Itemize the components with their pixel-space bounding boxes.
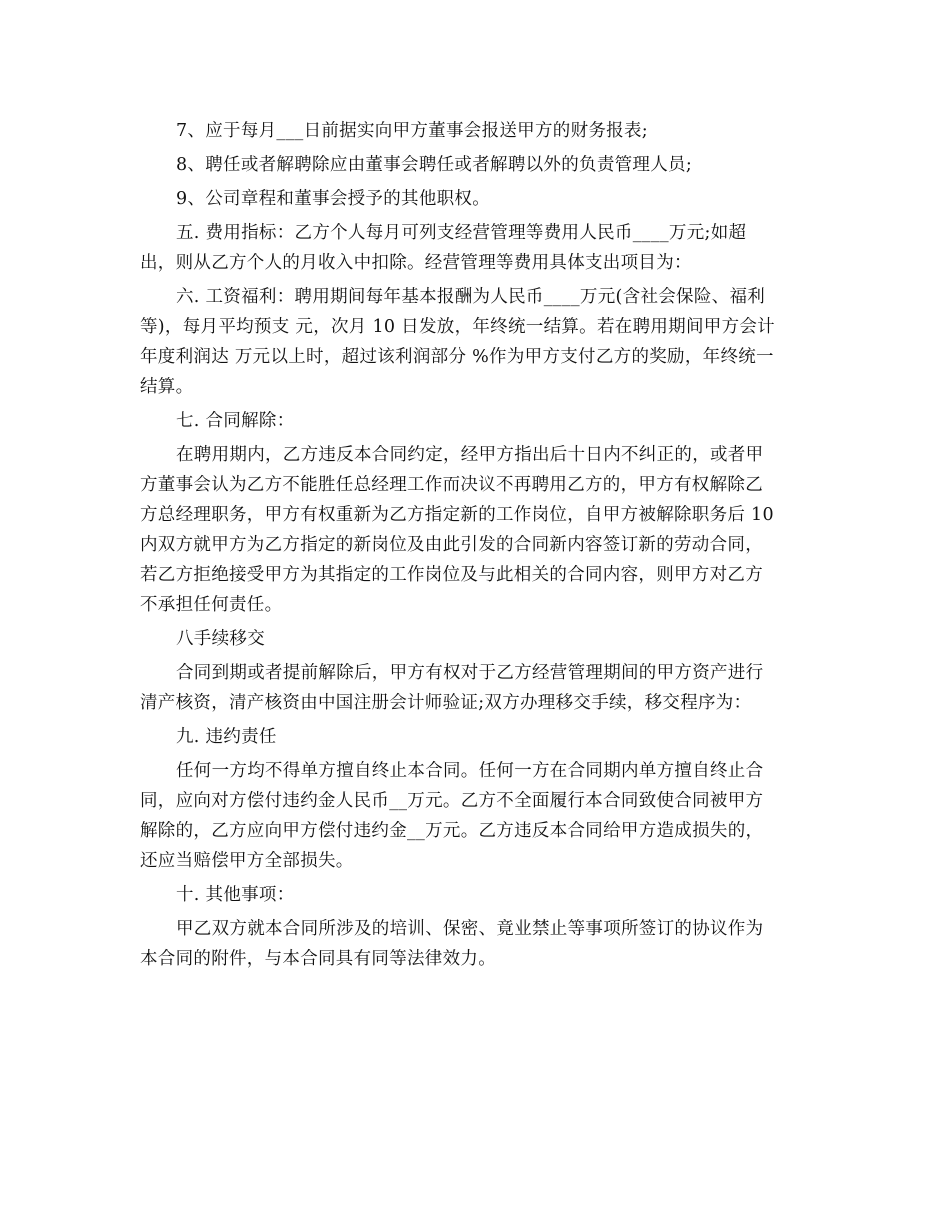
section-5-line-2: 出，则从乙方个人的月收入中扣除。经营管理等费用具体支出项目为： <box>140 253 692 273</box>
section-7-line-1: 在聘用期内，乙方违反本合同约定，经甲方指出后十日内不纠正的，或者甲 <box>176 445 764 465</box>
section-9-heading: 九. 违约责任 <box>176 727 277 747</box>
section-7-contract-termination <box>140 440 810 620</box>
section-7-line-4: 内双方就甲方为乙方指定的新岗位及由此引发的合同新内容签订新的劳动合同， <box>140 535 763 555</box>
section-9-liability <box>140 756 810 876</box>
section-5-expense-index <box>140 218 810 278</box>
section-7-heading: 七. 合同解除： <box>176 411 295 431</box>
section-5-line-1: 五. 费用指标：乙方个人每月可列支经营管理等费用人民币____万元;如超 <box>176 223 747 243</box>
section-8-line-1: 合同到期或者提前解除后，甲方有权对于乙方经营管理期间的甲方资产进行 <box>176 663 764 683</box>
section-9-line-1: 任何一方均不得单方擅自终止本合同。任何一方在合同期内单方擅自终止合 <box>176 761 764 781</box>
section-6-salary-benefits <box>140 282 810 402</box>
section-6-line-1: 六. 工资福利：聘用期间每年基本报酬为人民币____万元(含社会保险、福利 <box>176 287 766 307</box>
item-9: 9、公司章程和董事会授予的其他职权。 <box>176 189 491 209</box>
section-6-line-3: 年度利润达 万元以上时，超过该利润部分 %作为甲方支付乙方的奖励，年终统一 <box>140 347 774 367</box>
section-10-other-matters <box>140 914 810 974</box>
section-6-line-4: 结算。 <box>140 377 194 397</box>
section-7-line-3: 方总经理职务，甲方有权重新为乙方指定新的工作岗位，自甲方被解除职务后 10 <box>140 505 774 525</box>
section-9-line-3: 解除的，乙方应向甲方偿付违约金__万元。乙方违反本合同给甲方造成损失的， <box>140 821 764 841</box>
section-9-line-2: 同，应向对方偿付违约金人民币__万元。乙方不全面履行本合同致使合同被甲方 <box>140 791 764 811</box>
section-7-line-2: 方董事会认为乙方不能胜任总经理工作而决议不再聘用乙方的，甲方有权解除乙 <box>140 475 763 495</box>
document-body <box>140 116 810 978</box>
item-8: 8、聘任或者解聘除应由董事会聘任或者解聘以外的负责管理人员; <box>176 155 693 175</box>
item-7: 7、应于每月___日前据实向甲方董事会报送甲方的财务报表; <box>176 121 648 141</box>
section-10-line-1: 甲乙双方就本合同所涉及的培训、保密、竟业禁止等事项所签订的协议作为 <box>176 919 764 939</box>
section-8-heading: 八手续移交 <box>176 629 265 649</box>
section-8-handover <box>140 658 810 718</box>
section-9-line-4: 还应当赔偿甲方全部损失。 <box>140 851 354 871</box>
section-7-line-6: 不承担任何责任。 <box>140 595 283 615</box>
section-10-heading: 十. 其他事项： <box>176 885 295 905</box>
section-7-line-5: 若乙方拒绝接受甲方为其指定的工作岗位及与此相关的合同内容，则甲方对乙方 <box>140 565 763 585</box>
section-10-line-2: 本合同的附件，与本合同具有同等法律效力。 <box>140 949 496 969</box>
section-8-line-2: 清产核资，清产核资由中国注册会计师验证;双方办理移交手续，移交程序为： <box>140 693 752 713</box>
section-6-line-2: 等)，每月平均预支 元，次月 10 日发放，年终统一结算。若在聘用期间甲方会计 <box>140 317 775 337</box>
